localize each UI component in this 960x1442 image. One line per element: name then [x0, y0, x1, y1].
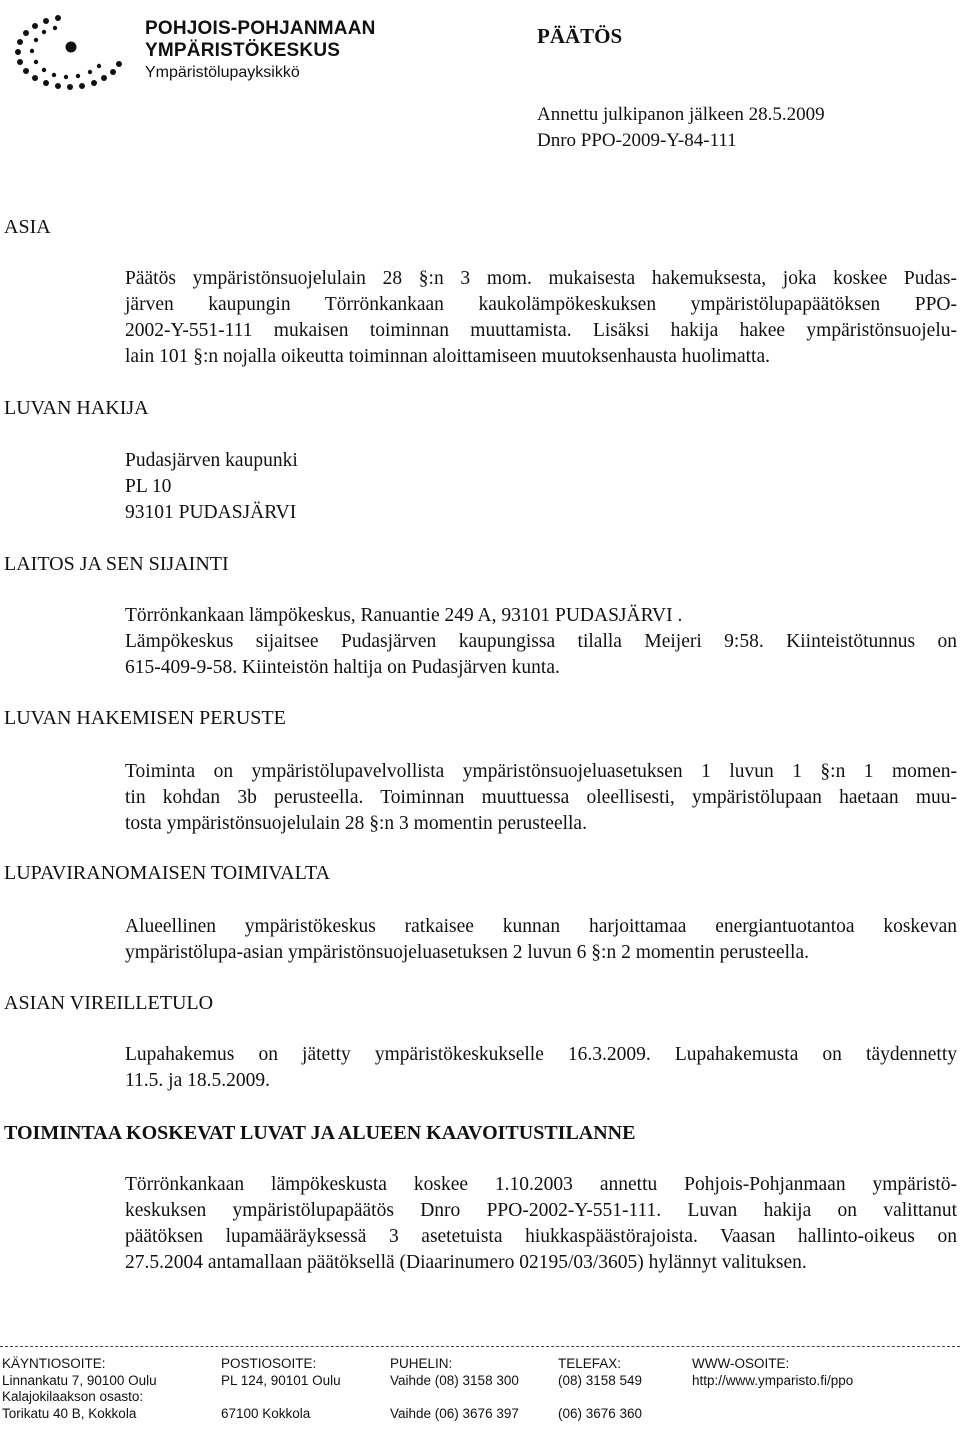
heading-luvat-kaavoitus: TOIMINTAA KOSKEVAT LUVAT JA ALUEEN KAAVOITUSTILANNE — [4, 1122, 636, 1144]
footer-phone — [390, 1356, 519, 1422]
footer-website-link[interactable]: http://www.ymparisto.fi/ppo — [692, 1372, 854, 1388]
text-line: lain 101 §:n nojalla oikeutta toiminnan aloittamiseen muutoksenhausta huolimatta. — [125, 346, 770, 367]
footer-visit-address — [2, 1356, 157, 1422]
footer-label: PUHELIN: — [390, 1356, 453, 1371]
applicant-name: Pudasjärven kaupunki — [125, 450, 298, 471]
text-line: ympäristölupa-asian ympäristönsuojeluasetuksen 2 luvun 6 §:n 2 momentin perusteella. — [125, 942, 809, 963]
org-name-line1: POHJOIS-POHJANMAAN — [145, 18, 376, 39]
heading-vireilletulo: ASIAN VIREILLETULO — [4, 992, 214, 1014]
paragraph-peruste — [125, 759, 957, 837]
footer-website — [692, 1356, 853, 1389]
record-number: Dnro PPO-2009-Y-84-111 — [537, 130, 737, 151]
heading-luvan-hakija: LUVAN HAKIJA — [4, 397, 149, 419]
heading-toimivalta: LUPAVIRANOMAISEN TOIMIVALTA — [4, 862, 331, 884]
footer-value: (08) 3158 549 — [558, 1372, 643, 1388]
text-line: 27.5.2004 antamallaan päätöksellä (Diaarinumero 02195/03/3605) hylännyt valituksen. — [125, 1252, 807, 1273]
footer-value: Torikatu 40 B, Kokkola — [2, 1405, 137, 1421]
footer-label: WWW-OSOITE: — [692, 1356, 790, 1371]
footer-value — [558, 1389, 642, 1406]
footer-divider — [0, 1346, 960, 1347]
paragraph-laitos — [125, 603, 957, 681]
paragraph-luvat — [125, 1172, 957, 1276]
paragraph-vireilletulo — [125, 1042, 957, 1094]
footer-value: Vaihde (06) 3676 397 — [390, 1405, 519, 1421]
dotted-ring-logo-icon — [8, 10, 138, 90]
footer-value: (06) 3676 360 — [558, 1405, 643, 1421]
text-line: Lämpökeskus sijaitsee Pudasjärven kaupungissa tilalla Meijeri 9:58. Kiinteistötunnus on — [125, 631, 957, 652]
footer-value: PL 124, 90101 Oulu — [221, 1372, 341, 1388]
text-line: järven kaupungin Törrönkankaan kaukolämpökeskuksen ympäristölupapäätöksen PPO- — [125, 294, 957, 315]
text-line: Törrönkankaan lämpökeskusta koskee 1.10.2003 annettu Pohjois-Pohjanmaan ympäristö- — [125, 1174, 957, 1195]
paragraph-toimivalta — [125, 914, 957, 966]
text-line: 2002-Y-551-111 mukaisen toiminnan muuttamista. Lisäksi hakija hakee ympäristönsuojelu- — [125, 320, 957, 341]
footer-value — [221, 1389, 341, 1406]
publication-note: Annettu julkipanon jälkeen 28.5.2009 — [537, 104, 825, 125]
footer-label: POSTIOSOITE: — [221, 1356, 317, 1371]
footer-value: 67100 Kokkola — [221, 1405, 311, 1421]
applicant-postal: 93101 PUDASJÄRVI — [125, 502, 297, 523]
footer-value: Linnankatu 7, 90100 Oulu — [2, 1372, 157, 1388]
text-line: tin kohdan 3b perusteella. Toiminnan muuttuessa oleellisesti, ympäristölupaan haetaan muu- — [125, 787, 957, 808]
text-line: Alueellinen ympäristökeskus ratkaisee kunnan harjoittamaa energiantuotantoa koskevan — [125, 916, 957, 937]
text-line: 11.5. ja 18.5.2009. — [125, 1070, 270, 1091]
heading-hakemisen-peruste: LUVAN HAKEMISEN PERUSTE — [4, 707, 286, 729]
paragraph-asia — [125, 266, 957, 370]
footer-fax — [558, 1356, 642, 1422]
heading-asia: ASIA — [4, 216, 51, 238]
document-meta — [537, 102, 825, 154]
document-title: PÄÄTÖS — [537, 24, 623, 48]
applicant-po-box: PL 10 — [125, 476, 172, 497]
text-line: tosta ympäristönsuojelulain 28 §:n 3 momentin perusteella. — [125, 813, 587, 834]
heading-laitos: LAITOS JA SEN SIJAINTI — [4, 553, 229, 575]
text-line: päätöksen lupamääräyksessä 3 asetetuista hiukkaspäästörajoista. Vaasan hallinto-oikeus on — [125, 1226, 957, 1247]
footer-label: TELEFAX: — [558, 1356, 622, 1371]
footer-value: Vaihde (08) 3158 300 — [390, 1372, 519, 1388]
org-unit: Ympäristölupayksikkö — [145, 64, 300, 81]
footer-label: KÄYNTIOSOITE: — [2, 1356, 106, 1371]
text-line: Törrönkankaan lämpökeskus, Ranuantie 249 A, 93101 PUDASJÄRVI . — [125, 605, 683, 626]
text-line: Toiminta on ympäristölupavelvollista ympäristönsuojeluasetuksen 1 luvun 1 §:n 1 momen- — [125, 761, 957, 782]
organization-name — [145, 18, 376, 84]
footer-value — [390, 1389, 519, 1406]
text-line: keskuksen ympäristölupapäätös Dnro PPO-2002-Y-551-111. Luvan hakija on valittanut — [125, 1200, 957, 1221]
text-line: 615-409-9-58. Kiinteistön haltija on Pudasjärven kunta. — [125, 657, 560, 678]
text-line: Päätös ympäristönsuojelulain 28 §:n 3 mom. mukaisesta hakemuksesta, joka koskee Pudas- — [125, 268, 957, 289]
paragraph-applicant-address — [125, 448, 957, 526]
footer-value: Kalajokilaakson osasto: — [2, 1389, 144, 1404]
footer-postal-address — [221, 1356, 341, 1422]
text-line: Lupahakemus on jätetty ympäristökeskukselle 16.3.2009. Lupahakemusta on täydennetty — [125, 1044, 957, 1065]
org-name-line2: YMPÄRISTÖKESKUS — [145, 40, 341, 61]
